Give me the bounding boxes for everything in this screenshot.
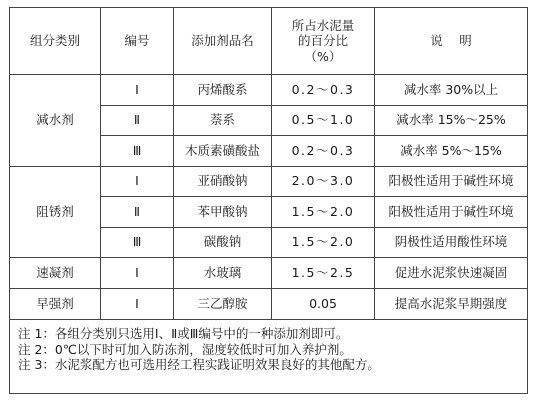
- remark-cell: 减水率 15%～25%: [375, 105, 528, 136]
- table-row: [10, 258, 528, 289]
- number-cell: Ⅱ: [101, 197, 174, 228]
- percent-cell: 0.5～1.0: [272, 105, 375, 136]
- header-remark: 说 明: [375, 8, 528, 75]
- percent-cell: 0.2～0.3: [272, 75, 375, 106]
- remark-cell: 阳极性适用于碱性环境: [375, 166, 528, 197]
- percent-cell: 2.0～3.0: [272, 166, 375, 197]
- remark-cell: 减水率 30%以上: [375, 75, 528, 106]
- group-category-cell: 阻锈剂: [10, 166, 101, 258]
- notes-cell: [10, 320, 528, 394]
- group-category-cell: 减水剂: [10, 75, 101, 167]
- header-percent: [272, 8, 375, 75]
- remark-cell: 促进水泥浆快速凝固: [375, 258, 528, 289]
- remark-cell: 阳极性适用于碱性环境: [375, 197, 528, 228]
- percent-cell: 1.5～2.0: [272, 227, 375, 258]
- name-cell: 萘系: [174, 105, 272, 136]
- additive-spec-table: [9, 7, 528, 394]
- notes-row: [10, 320, 528, 394]
- name-cell: 三乙醇胺: [174, 289, 272, 320]
- remark-cell: 减水率 5%～15%: [375, 136, 528, 167]
- number-cell: Ⅰ: [101, 289, 174, 320]
- header-category: 组分类别: [10, 8, 101, 75]
- number-cell: Ⅲ: [101, 136, 174, 167]
- name-cell: 亚硝酸钠: [174, 166, 272, 197]
- header-percent-line-2: 的百分比: [297, 33, 348, 49]
- table-row: [10, 75, 528, 106]
- table-row: [10, 289, 528, 320]
- group-category-cell: 速凝剂: [10, 258, 101, 289]
- name-cell: 苯甲酸钠: [174, 197, 272, 228]
- number-cell: Ⅰ: [101, 258, 174, 289]
- remark-cell: 提高水泥浆早期强度: [375, 289, 528, 320]
- number-cell: Ⅰ: [101, 75, 174, 106]
- name-cell: 丙烯酸系: [174, 75, 272, 106]
- table-row: [10, 166, 528, 197]
- header-number: 编号: [101, 8, 174, 75]
- number-cell: Ⅱ: [101, 105, 174, 136]
- percent-cell: 0.2～0.3: [272, 136, 375, 167]
- percent-cell: 1.5～2.0: [272, 197, 375, 228]
- table-header-row: [10, 8, 528, 75]
- note-3: 注 3：水泥浆配方也可选用经工程实践证明效果良好的其他配方。: [18, 357, 380, 373]
- header-percent-line-1: 所占水泥量: [291, 17, 355, 33]
- header-name: 添加剂品名: [174, 8, 272, 75]
- percent-cell: 0.05: [272, 289, 375, 320]
- remark-cell: 阴极性适用酸性环境: [375, 227, 528, 258]
- note-2: 注 2：0℃以下时可加入防冻剂，湿度较低时可加入养护剂。: [18, 341, 352, 357]
- name-cell: 碳酸钠: [174, 227, 272, 258]
- name-cell: 水玻璃: [174, 258, 272, 289]
- number-cell: Ⅲ: [101, 227, 174, 258]
- group-category-cell: 早强剂: [10, 289, 101, 320]
- name-cell: 木质素磺酸盐: [174, 136, 272, 167]
- number-cell: Ⅰ: [101, 166, 174, 197]
- header-percent-line-3: （%）: [304, 48, 342, 64]
- percent-cell: 1.5～2.5: [272, 258, 375, 289]
- note-1: 注 1：各组分类别只选用Ⅰ、Ⅱ或Ⅲ编号中的一种添加剂即可。: [18, 326, 349, 341]
